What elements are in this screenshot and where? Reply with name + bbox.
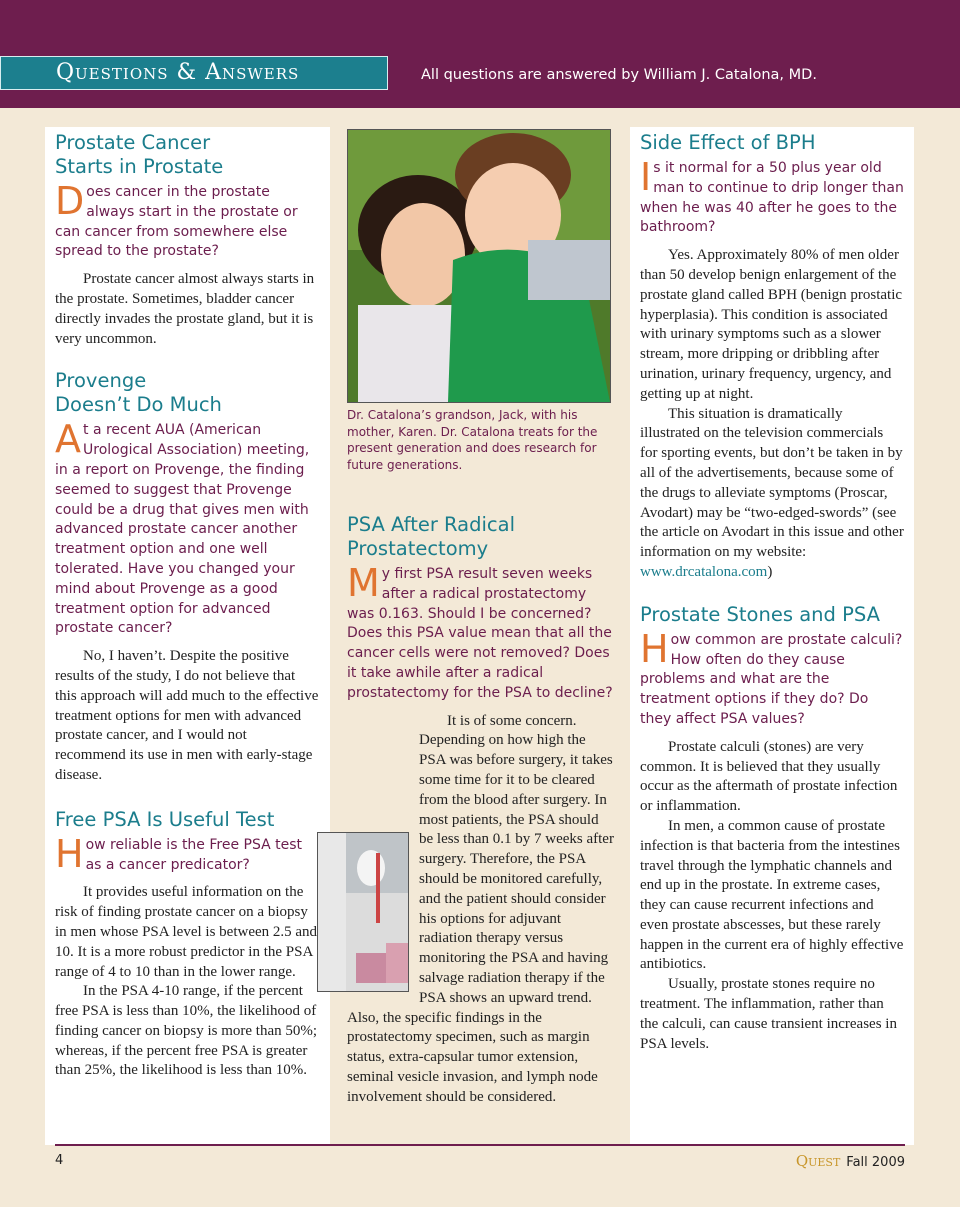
column-right bbox=[630, 127, 914, 1145]
issue-date: Fall 2009 bbox=[846, 1155, 905, 1170]
question: Is it normal for a 50 plus year old man to continue to drip longer than when he was 40 after he goes to the bathroom? bbox=[640, 155, 904, 236]
drop-cap: D bbox=[55, 179, 85, 223]
website-link[interactable]: www.drcatalona.com bbox=[640, 563, 768, 580]
article-title-prostate-cancer: Prostate Cancer Starts in Prostate bbox=[55, 131, 224, 178]
publication-name: Quest bbox=[795, 1152, 841, 1170]
photo-caption: Dr. Catalona’s grandson, Jack, with his mother, Karen. Dr. Catalona treats for the present generation and does research for future generations. bbox=[347, 408, 598, 472]
answer: This situation is dramatically illustrated on the television commercials for sporting events, but don’t be taken in by all of the advertisements, because some of the drugs to alleviate symptoms (Proscar, Avodart) may be “two-edged-swords” (see the article on Avodart in this issue and other information on my website: www.drcatalona.com) bbox=[640, 405, 904, 580]
article-title-prostate-stones: Prostate Stones and PSA bbox=[640, 602, 880, 626]
lab-photo bbox=[317, 832, 409, 992]
header-note: All questions are answered by William J. Catalona, MD. bbox=[421, 67, 817, 83]
lab-illustration bbox=[346, 833, 409, 991]
article-title-bph: Side Effect of BPH bbox=[640, 131, 816, 154]
page-number: 4 bbox=[55, 1153, 64, 1168]
answer: In men, a common cause of prostate infection is that bacteria from the intestines travel through the lymphatic channels and end up in the prostate. In extreme cases, they can cause recurrent infections and even prostate abscesses, but these rarely happen in the current era of highly effective antibiotics. bbox=[640, 817, 904, 973]
question: My first PSA result seven weeks after a radical prostatectomy was 0.163. Should I be concerned? Does this PSA value mean that all the cancer cells were not removed? Does it take awhile after a radical prostatectomy for the PSA to decline? bbox=[347, 561, 613, 701]
photo-mother-and-child bbox=[347, 129, 611, 403]
drop-cap: H bbox=[55, 831, 84, 876]
column-middle bbox=[330, 127, 630, 1145]
section-tab bbox=[0, 56, 388, 90]
drop-cap: A bbox=[55, 417, 81, 462]
column-left bbox=[45, 127, 330, 1145]
article-title-free-psa: Free PSA Is Useful Test bbox=[55, 807, 275, 831]
article-title-provenge: Provenge Doesn’t Do Much bbox=[55, 369, 222, 417]
answer: It provides useful information on the risk of finding prostate cancer on a biopsy in men whose PSA level is between 2.5 and 10. It is a more robust predictor in the PSA range of 4 to 10 than in the lower range. bbox=[55, 884, 318, 980]
question: Does cancer in the prostate always start in the prostate or can cancer from somewhere else spread to the prostate? bbox=[55, 179, 298, 260]
answer: Usually, prostate stones require no treatment. The inflammation, rather than the calculi, can cause transient increases in PSA levels. bbox=[640, 976, 897, 1052]
section-title: Questions & Answers bbox=[56, 60, 300, 85]
answer: Yes. Approximately 80% of men older than 50 develop benign enlargement of the prostate gland called BPH (benign prostatic hyperplasia). This condition is associated with urinary symptoms such as a slower stream, more dripping or dribbling after urination, urinary frequency, urgency, and getting up at night. bbox=[640, 247, 903, 402]
question: How common are prostate calculi? How often do they cause problems and what are the treatment options if they do? Do they affect PSA values? bbox=[640, 626, 903, 727]
answer: No, I haven’t. Despite the positive results of the study, I do not believe that this approach will add much to the effective treatment options for men with advanced prostate cancer, and I would not recommend its use in men with early-stage disease. bbox=[55, 648, 319, 783]
drop-cap: I bbox=[640, 155, 652, 199]
question: How reliable is the Free PSA test as a cancer predicator? bbox=[55, 831, 303, 876]
answer: Prostate cancer almost always starts in the prostate. Sometimes, bladder cancer directly invades the prostate gland, but it is very uncommon. bbox=[55, 271, 315, 347]
photo-illustration bbox=[348, 130, 610, 402]
answer: Prostate calculi (stones) are very common. It is believed that they usually occur as the aftermath of prostate infection or inflammation. bbox=[640, 738, 898, 815]
article-title-psa-after-prostatectomy: PSA After Radical Prostatectomy bbox=[347, 513, 516, 560]
question: At a recent AUA (American Urological Association) meeting, in a report on Provenge, the finding seemed to suggest that Provenge could be a drug that gives men with advanced prostate cancer another treatment option and one well tolerated. Have you changed your mind about Provenge as a good treatment option for advanced prostate cancer? bbox=[55, 417, 310, 637]
footer-divider bbox=[55, 1144, 905, 1146]
drop-cap: H bbox=[640, 626, 669, 671]
footer-publication bbox=[796, 1152, 905, 1170]
answer: It is of some concern. Depending on how high the PSA was before surgery, it takes some time for it to be cleared from the blood after surgery. In most patients, the PSA should be less than 0.1 by 7 weeks after surgery. Therefore, the PSA should be monitored carefully, and the patient should consider his options for adjuvant radiation therapy versus monitoring the PSA and having salvage radiation therapy if the PSA shows an upward trend. Also, the specific findings in the prostatectomy specimen, such as margin status, extra-capsular tumor extension, seminal vesicle invasion, and lymph node involvement should be considered. bbox=[347, 712, 614, 1108]
answer: In the PSA 4-10 range, if the percent free PSA is less than 10%, the likelihood of finding cancer on biopsy is more than 50%; whereas, if the percent free PSA is greater than 25%, the likelihood is less than 10%. bbox=[55, 983, 318, 1079]
header-banner bbox=[0, 0, 960, 108]
drop-cap: M bbox=[347, 561, 380, 605]
